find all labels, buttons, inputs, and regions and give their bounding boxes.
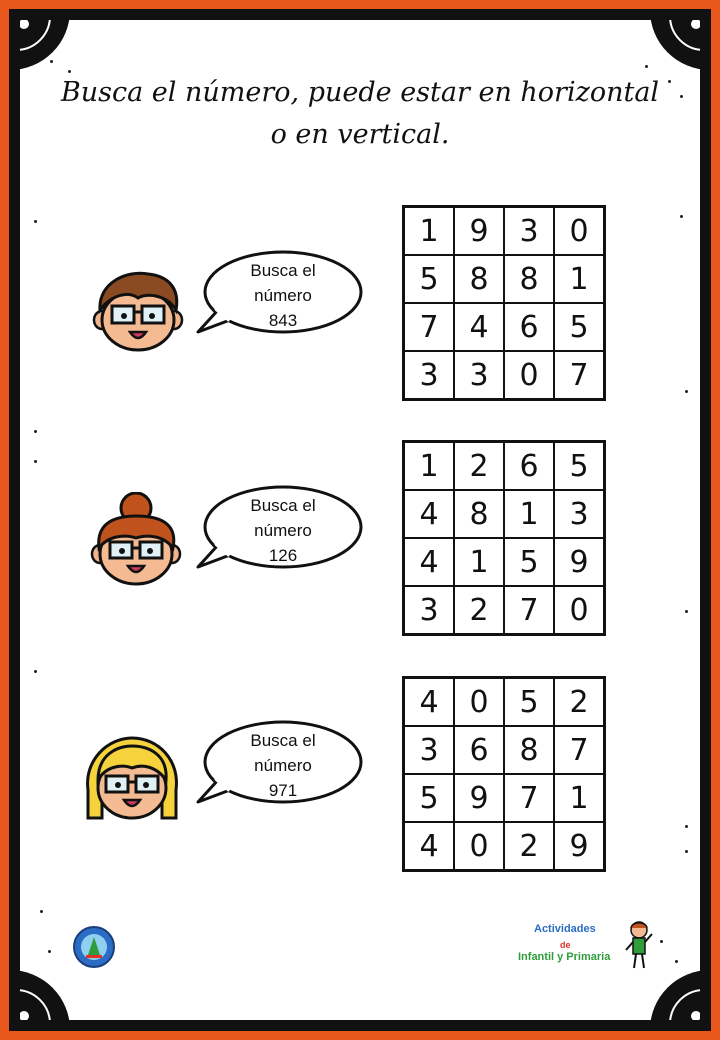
grid-cell: 0 [554,586,604,634]
grid-cell: 0 [454,678,504,726]
brand-line-1: Actividades [534,923,596,935]
kid-mascot-icon [624,920,654,972]
grid-cell: 0 [554,207,604,255]
grid-cell: 1 [504,490,554,538]
corner-ornament-icon [646,20,700,74]
grid-cell: 3 [404,726,454,774]
grid-cell: 1 [454,538,504,586]
grid-cell: 2 [454,586,504,634]
number-grid [402,440,606,636]
instruction-title [20,72,700,156]
brand-logo [510,918,660,978]
grid-cell: 8 [454,255,504,303]
blonde-girl-character-icon [82,730,182,830]
grid-cell: 2 [504,822,554,870]
grid-cell: 6 [504,442,554,490]
grid-cell: 7 [404,303,454,351]
grid-cell: 4 [404,538,454,586]
decorative-dot [50,60,53,63]
instruction-title-line1: Busca el número, puede estar en horizontal [60,77,660,108]
grid-cell: 3 [454,351,504,399]
grid-cell: 4 [404,822,454,870]
decorative-dot [40,910,43,913]
grid-cell: 0 [504,351,554,399]
grid-cell: 5 [554,442,604,490]
grid-cell: 5 [504,538,554,586]
decorative-dot [34,460,37,463]
bubble-line-1: Busca el [250,261,316,280]
grid-cell: 9 [454,774,504,822]
bubble-line-2: número [254,521,312,540]
grid-cell: 4 [404,678,454,726]
grid-cell: 7 [504,774,554,822]
grid-cell: 5 [554,303,604,351]
brand-line-2: de [560,940,571,950]
decorative-dot [685,825,688,828]
grid-cell: 8 [454,490,504,538]
decorative-dot [685,850,688,853]
grid-cell: 9 [454,207,504,255]
grid-cell: 1 [404,442,454,490]
school-logo-icon [72,925,116,969]
decorative-dot [675,960,678,963]
grid-cell: 1 [554,774,604,822]
corner-ornament-icon [20,966,74,1020]
instruction-title-line2: o en vertical. [270,119,450,150]
grid-cell: 0 [454,822,504,870]
grid-cell: 5 [404,774,454,822]
grid-cell: 5 [504,678,554,726]
bubble-line-1: Busca el [250,731,316,750]
grid-cell: 1 [554,255,604,303]
grid-cell: 6 [454,726,504,774]
grid-cell: 3 [554,490,604,538]
brand-line-3: Infantil y Primaria [518,951,611,963]
decorative-dot [34,670,37,673]
grid-cell: 9 [554,538,604,586]
grid-cell: 5 [404,255,454,303]
target-number: 971 [268,781,298,800]
grid-cell: 3 [404,586,454,634]
bubble-line-2: número [254,756,312,775]
grid-cell: 3 [504,207,554,255]
bubble-line-2: número [254,286,312,305]
decorative-dot [645,65,648,68]
grid-cell: 2 [554,678,604,726]
grid-cell: 7 [504,586,554,634]
decorative-dot [48,950,51,953]
grid-cell: 8 [504,255,554,303]
number-grid [402,205,606,401]
decorative-dot [685,390,688,393]
grid-cell: 4 [454,303,504,351]
grid-cell: 7 [554,351,604,399]
corner-ornament-icon [20,20,74,74]
decorative-dot [34,220,37,223]
grid-cell: 2 [454,442,504,490]
speech-bubble-text [203,728,363,803]
decorative-dot [685,610,688,613]
bubble-line-1: Busca el [250,496,316,515]
speech-bubble-text [203,493,363,568]
target-number: 126 [268,546,298,565]
grid-cell: 9 [554,822,604,870]
target-number: 843 [268,311,298,330]
grid-cell: 4 [404,490,454,538]
grid-cell: 8 [504,726,554,774]
decorative-dot [680,215,683,218]
grid-cell: 7 [554,726,604,774]
speech-bubble-text [203,258,363,333]
decorative-dot [660,940,663,943]
decorative-dot [34,430,37,433]
boy-character-icon [88,262,188,362]
grid-cell: 6 [504,303,554,351]
number-grid [402,676,606,872]
grid-cell: 1 [404,207,454,255]
grid-cell: 3 [404,351,454,399]
girl-character-icon [86,492,186,592]
